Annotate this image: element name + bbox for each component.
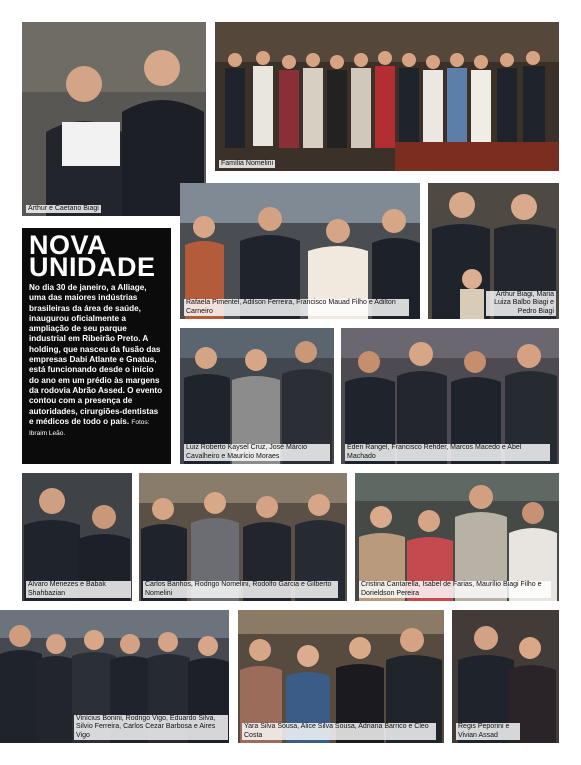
article-text-block	[22, 228, 171, 464]
article-title	[29, 230, 164, 282]
article-title-line2: UNIDADE	[29, 252, 156, 282]
article-body	[29, 283, 164, 439]
photo-regis-vivian	[452, 610, 559, 743]
article-body-text: No dia 30 de janeiro, a Alliage, uma das maiores indústrias brasileiras da área de saúde, inaugurou oficialmente a ampliação de seu parque industrial em Ribeirão Preto. A holding, que nasceu da fusão das empresas Dabi Atlante e Gnatus, está funcionando desde o início do ano em um prédio às margens da rodovia Abrão Assed. O evento contou com a presença de autoridades, cirurgiões-dentistas e médicos de todo o país.	[29, 283, 163, 426]
photo-caption: Arthur Biagi, Maria Luiza Balbo Biagi e Pedro Biagi	[486, 291, 556, 316]
photo-carlos-banhos-group	[139, 473, 347, 601]
photo-caption: Luiz Roberto Kaysel Cruz, José Márcio Cavalheiro e Maurício Moraes	[184, 444, 330, 461]
photo-yara-group	[238, 610, 444, 743]
photo-rafaela-group	[180, 183, 420, 319]
article-title-line1: NOVA	[29, 230, 108, 260]
photo-caption: Vinícius Bonini, Rodrigo Vigo, Eduardo Silva, Silvio Ferreira, Carlos Cezar Barbosa e Aires Vigo	[74, 715, 228, 740]
photo-caption: Yara Silva Sousa, Alice Silva Sousa, Adriana Barrico e Cleo Costa	[242, 723, 436, 740]
photo-caption: Família Nomelini	[221, 159, 274, 167]
photo-vinicius-group	[0, 610, 229, 743]
photo-credit: Fotos: Ibraim Leão.	[29, 418, 150, 438]
photo-luiz-roberto-group	[180, 328, 334, 464]
photo-familia-nomelini	[215, 22, 559, 171]
photo-caption: Rafaela Pimentel, Adilson Ferreira, Francisco Mauad Filho e Adilton Carneiro	[184, 299, 409, 316]
photo-caption: Álvaro Menezes e Babak Shahbazian	[26, 581, 131, 598]
photo-eden-group	[341, 328, 559, 464]
photo-arthur-caetano	[22, 22, 206, 216]
photo-biagi-family	[428, 183, 559, 319]
photo-caption: Carlos Banhos, Rodrigo Nomelini, Rodolfo Garcia e Gilberto Nomelini	[143, 581, 338, 598]
photo-caption: Arthur e Caetano Biagi	[28, 204, 99, 212]
photo-caption: Eden Rangel, Francisco Rehder, Marcos Macedo e Abel Machado	[345, 444, 550, 461]
photo-alvaro-babak	[22, 473, 132, 601]
photo-caption: Cristina Cantarella, Isabel de Farias, Maurílio Biagi Filho e Dorieldson Pereira	[359, 581, 551, 598]
photo-caption: Regis Peporini e Vivian Assad	[456, 723, 520, 740]
photo-cristina-group	[355, 473, 559, 601]
